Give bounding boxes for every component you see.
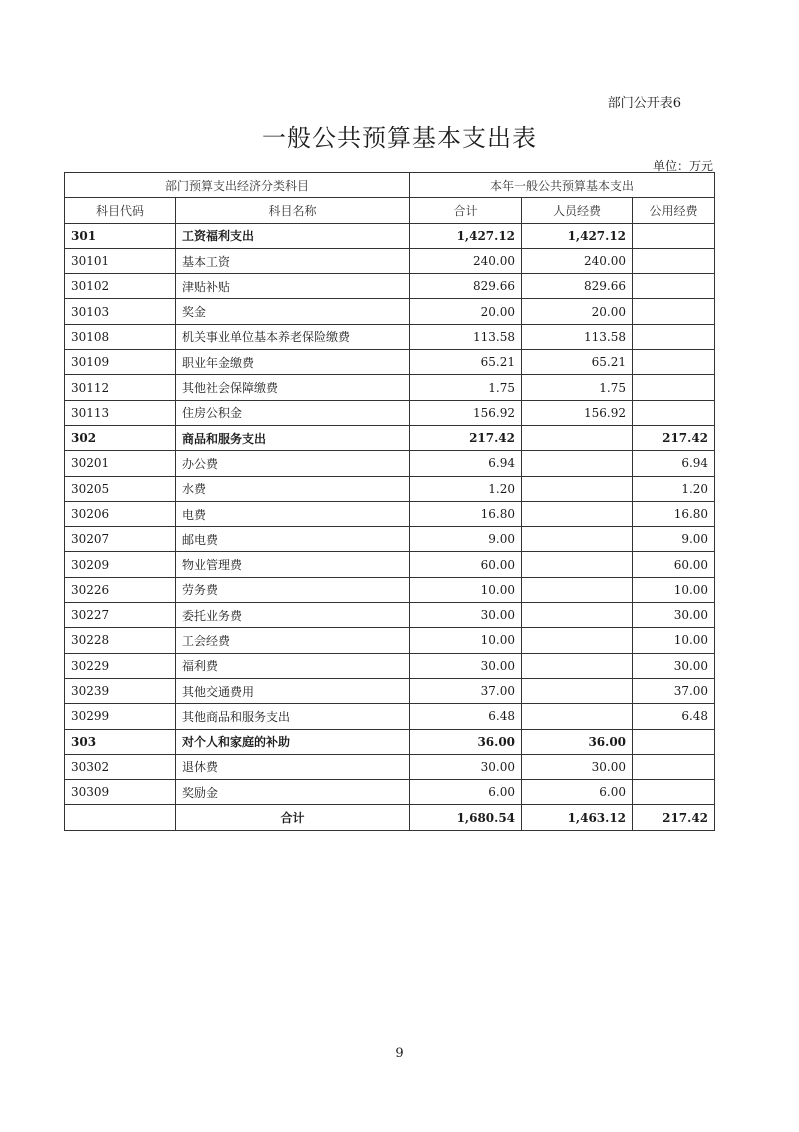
row-personnel bbox=[522, 678, 633, 703]
row-public: 30.00 bbox=[633, 653, 715, 678]
row-code: 30309 bbox=[65, 780, 176, 805]
row-total: 6.94 bbox=[410, 451, 522, 476]
row-code: 30206 bbox=[65, 501, 176, 526]
total-row-personnel: 1,463.12 bbox=[522, 805, 633, 830]
row-public bbox=[633, 754, 715, 779]
row-total: 6.48 bbox=[410, 704, 522, 729]
page-number: 9 bbox=[395, 1046, 404, 1061]
row-name: 水费 bbox=[176, 476, 410, 501]
row-code: 30205 bbox=[65, 476, 176, 501]
group-header-classification: 部门预算支出经济分类科目 bbox=[65, 173, 410, 198]
row-personnel bbox=[522, 527, 633, 552]
table-row bbox=[65, 223, 715, 248]
row-code: 30207 bbox=[65, 527, 176, 552]
row-code: 30108 bbox=[65, 324, 176, 349]
row-personnel bbox=[522, 603, 633, 628]
row-public: 37.00 bbox=[633, 678, 715, 703]
row-public bbox=[633, 324, 715, 349]
row-total: 65.21 bbox=[410, 350, 522, 375]
row-total: 829.66 bbox=[410, 274, 522, 299]
table-row bbox=[65, 552, 715, 577]
group-header-basic-expenditure: 本年一般公共预算基本支出 bbox=[410, 173, 715, 198]
column-header-code: 科目代码 bbox=[65, 198, 176, 223]
row-code: 30226 bbox=[65, 577, 176, 602]
row-personnel bbox=[522, 501, 633, 526]
row-personnel bbox=[522, 577, 633, 602]
row-personnel: 1.75 bbox=[522, 375, 633, 400]
table-row bbox=[65, 425, 715, 450]
row-public: 60.00 bbox=[633, 552, 715, 577]
table-group-header-row bbox=[65, 173, 715, 198]
row-code: 303 bbox=[65, 729, 176, 754]
total-row-total: 1,680.54 bbox=[410, 805, 522, 830]
column-header-public: 公用经费 bbox=[633, 198, 715, 223]
budget-table bbox=[64, 172, 715, 831]
row-code: 30112 bbox=[65, 375, 176, 400]
table-row bbox=[65, 704, 715, 729]
row-name: 住房公积金 bbox=[176, 400, 410, 425]
row-total: 156.92 bbox=[410, 400, 522, 425]
row-name: 电费 bbox=[176, 501, 410, 526]
row-personnel bbox=[522, 704, 633, 729]
row-code: 301 bbox=[65, 223, 176, 248]
row-total: 30.00 bbox=[410, 653, 522, 678]
row-public bbox=[633, 299, 715, 324]
table-row bbox=[65, 299, 715, 324]
table-row bbox=[65, 678, 715, 703]
unit-label: 单位：万元 bbox=[652, 159, 713, 173]
row-personnel bbox=[522, 476, 633, 501]
row-personnel: 36.00 bbox=[522, 729, 633, 754]
row-personnel bbox=[522, 653, 633, 678]
column-header-personnel: 人员经费 bbox=[522, 198, 633, 223]
row-name: 工会经费 bbox=[176, 628, 410, 653]
row-public: 30.00 bbox=[633, 603, 715, 628]
row-name: 机关事业单位基本养老保险缴费 bbox=[176, 324, 410, 349]
table-row bbox=[65, 603, 715, 628]
table-row bbox=[65, 400, 715, 425]
row-code: 30209 bbox=[65, 552, 176, 577]
row-name: 商品和服务支出 bbox=[176, 425, 410, 450]
row-public bbox=[633, 248, 715, 273]
row-total: 1,427.12 bbox=[410, 223, 522, 248]
total-row bbox=[65, 805, 715, 830]
row-total: 113.58 bbox=[410, 324, 522, 349]
table-row bbox=[65, 451, 715, 476]
row-total: 10.00 bbox=[410, 577, 522, 602]
row-public: 217.42 bbox=[633, 425, 715, 450]
row-name: 对个人和家庭的补助 bbox=[176, 729, 410, 754]
row-name: 其他交通费用 bbox=[176, 678, 410, 703]
row-name: 邮电费 bbox=[176, 527, 410, 552]
row-code: 30113 bbox=[65, 400, 176, 425]
row-name: 福利费 bbox=[176, 653, 410, 678]
row-public bbox=[633, 274, 715, 299]
row-name: 奖金 bbox=[176, 299, 410, 324]
row-total: 30.00 bbox=[410, 754, 522, 779]
row-name: 劳务费 bbox=[176, 577, 410, 602]
row-public: 9.00 bbox=[633, 527, 715, 552]
table-row bbox=[65, 729, 715, 754]
row-name: 办公费 bbox=[176, 451, 410, 476]
row-name: 职业年金缴费 bbox=[176, 350, 410, 375]
row-total: 30.00 bbox=[410, 603, 522, 628]
table-body bbox=[65, 223, 715, 805]
table-row bbox=[65, 274, 715, 299]
table-row bbox=[65, 501, 715, 526]
row-total: 36.00 bbox=[410, 729, 522, 754]
row-code: 302 bbox=[65, 425, 176, 450]
row-personnel: 240.00 bbox=[522, 248, 633, 273]
column-header-total: 合计 bbox=[410, 198, 522, 223]
row-total: 217.42 bbox=[410, 425, 522, 450]
row-public: 10.00 bbox=[633, 628, 715, 653]
row-code: 30109 bbox=[65, 350, 176, 375]
row-total: 37.00 bbox=[410, 678, 522, 703]
row-total: 9.00 bbox=[410, 527, 522, 552]
row-code: 30239 bbox=[65, 678, 176, 703]
row-total: 6.00 bbox=[410, 780, 522, 805]
row-public bbox=[633, 780, 715, 805]
table-row bbox=[65, 653, 715, 678]
row-public bbox=[633, 400, 715, 425]
row-total: 240.00 bbox=[410, 248, 522, 273]
row-personnel: 829.66 bbox=[522, 274, 633, 299]
row-total: 1.20 bbox=[410, 476, 522, 501]
row-public bbox=[633, 350, 715, 375]
page-title: 一般公共预算基本支出表 bbox=[262, 124, 537, 152]
table-column-header-row bbox=[65, 198, 715, 223]
column-header-name: 科目名称 bbox=[176, 198, 410, 223]
total-row-code bbox=[65, 805, 176, 830]
row-code: 30102 bbox=[65, 274, 176, 299]
row-personnel bbox=[522, 451, 633, 476]
row-name: 基本工资 bbox=[176, 248, 410, 273]
table-row bbox=[65, 375, 715, 400]
row-public bbox=[633, 375, 715, 400]
row-name: 退休费 bbox=[176, 754, 410, 779]
row-code: 30229 bbox=[65, 653, 176, 678]
row-personnel: 65.21 bbox=[522, 350, 633, 375]
row-total: 16.80 bbox=[410, 501, 522, 526]
row-personnel: 6.00 bbox=[522, 780, 633, 805]
row-name: 奖励金 bbox=[176, 780, 410, 805]
table-row bbox=[65, 780, 715, 805]
row-name: 其他商品和服务支出 bbox=[176, 704, 410, 729]
table-row bbox=[65, 350, 715, 375]
table-row bbox=[65, 527, 715, 552]
row-code: 30302 bbox=[65, 754, 176, 779]
row-name: 津贴补贴 bbox=[176, 274, 410, 299]
row-personnel: 1,427.12 bbox=[522, 223, 633, 248]
row-name: 委托业务费 bbox=[176, 603, 410, 628]
document-code: 部门公开表6 bbox=[607, 96, 681, 111]
row-total: 20.00 bbox=[410, 299, 522, 324]
row-personnel: 113.58 bbox=[522, 324, 633, 349]
table-row bbox=[65, 628, 715, 653]
row-personnel bbox=[522, 552, 633, 577]
table-row bbox=[65, 248, 715, 273]
row-code: 30103 bbox=[65, 299, 176, 324]
row-personnel: 20.00 bbox=[522, 299, 633, 324]
row-name: 工资福利支出 bbox=[176, 223, 410, 248]
row-public: 6.48 bbox=[633, 704, 715, 729]
total-row-public: 217.42 bbox=[633, 805, 715, 830]
row-total: 60.00 bbox=[410, 552, 522, 577]
table-row bbox=[65, 754, 715, 779]
row-public: 6.94 bbox=[633, 451, 715, 476]
total-row-label: 合计 bbox=[176, 805, 410, 830]
row-personnel bbox=[522, 628, 633, 653]
row-public bbox=[633, 729, 715, 754]
row-code: 30227 bbox=[65, 603, 176, 628]
row-code: 30201 bbox=[65, 451, 176, 476]
row-code: 30101 bbox=[65, 248, 176, 273]
row-name: 其他社会保障缴费 bbox=[176, 375, 410, 400]
row-personnel: 30.00 bbox=[522, 754, 633, 779]
table-row bbox=[65, 476, 715, 501]
row-personnel: 156.92 bbox=[522, 400, 633, 425]
row-public: 10.00 bbox=[633, 577, 715, 602]
row-name: 物业管理费 bbox=[176, 552, 410, 577]
row-public bbox=[633, 223, 715, 248]
table-row bbox=[65, 324, 715, 349]
row-public: 16.80 bbox=[633, 501, 715, 526]
row-personnel bbox=[522, 425, 633, 450]
row-public: 1.20 bbox=[633, 476, 715, 501]
row-code: 30299 bbox=[65, 704, 176, 729]
table-row bbox=[65, 577, 715, 602]
row-total: 1.75 bbox=[410, 375, 522, 400]
row-code: 30228 bbox=[65, 628, 176, 653]
row-total: 10.00 bbox=[410, 628, 522, 653]
